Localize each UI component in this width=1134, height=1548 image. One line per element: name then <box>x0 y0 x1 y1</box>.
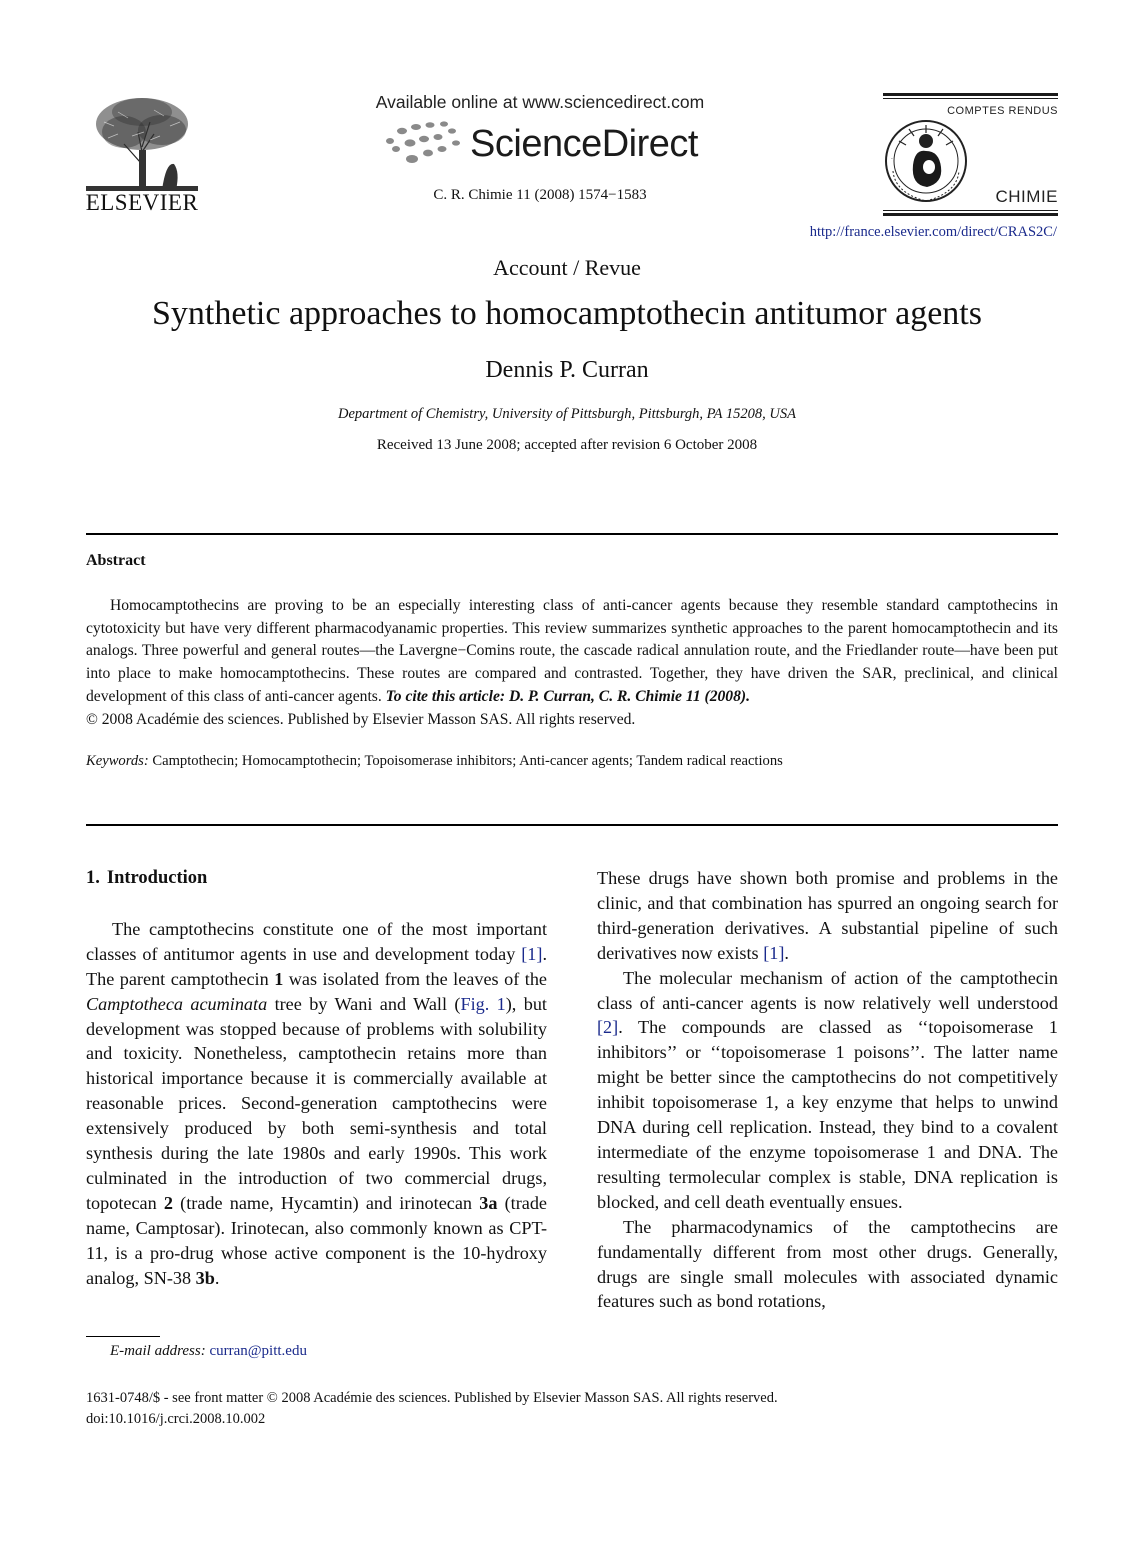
abstract-body <box>86 595 1058 709</box>
abstract-text: Homocamptothecins are proving to be an especially interesting class of anti-cancer agents because they resemble standard camptothecins in cytotoxicity but have very different pharmacodyanamic properties. This review summarizes synthetic approaches to the parent homocamptothecin and its analogs. Three powerful and general routes—the Lavergne−Comins route, the cascade radical annulation route, and the Friedlander route—have been put into place to make homocamptothecins. These routes are compared and contrasted. Together, they have driven the SAR, preclinical, and clinical development of this class of anti-cancer agents. <box>86 597 1058 705</box>
keywords-list: Camptothecin; Homocamptothecin; Topoisomerase inhibitors; Anti-cancer agents; Tandem radical reactions <box>152 753 783 770</box>
intro-paragraph-2: These drugs have shown both promise and problems in the clinic, and that combination has spurred an ongoing search for third-generation derivatives. A substantial pipeline of such derivatives now exists [1]. <box>597 868 1058 963</box>
elsevier-wordmark: ELSEVIER <box>85 190 199 215</box>
right-column <box>597 866 1058 1314</box>
journal-reference: C. R. Chimie 11 (2008) 1574−1583 <box>433 187 647 203</box>
section-heading <box>86 866 547 891</box>
page-header <box>0 0 1134 250</box>
title-block <box>0 255 1134 454</box>
comptes-rendus-logo <box>883 93 1058 217</box>
cite-note: To cite this article: D. P. Curran, C. R. Chimie 11 (2008). <box>385 687 750 705</box>
intro-paragraph-3: The molecular mechanism of action of the camptothecin class of anti-cancer agents is now relatively well understood [2]. The compounds are classed as ‘‘topoisomerase 1 inhibitors’’ or ‘‘topoisomerase 1 poisons’’. The latter name might be better since the camptothecins do not competitively inhibit topoisomerase 1, a key enzyme that helps to unwind DNA during cell replication. Instead, they bind to a covalent intermediate of the enzyme topoisomerase 1 and DNA. The resulting termolecular complex is stable, DNA replication is blocked, and cell death eventually ensues. <box>597 967 1058 1212</box>
sciencedirect-wordmark: ScienceDirect <box>470 122 698 165</box>
chimie-title: CHIMIE <box>995 187 1058 206</box>
email-link[interactable]: curran@pitt.edu <box>209 1343 307 1359</box>
page-footer <box>86 1388 778 1430</box>
ref-link-2[interactable]: [2] <box>597 1017 619 1038</box>
intro-paragraph-4: The pharmacodynamics of the camptothecins are fundamentally different from most other drugs. Generally, drugs are single small molecules with associated dynamic features such as bond rotations, <box>597 1216 1058 1312</box>
abstract-bottom-rule <box>86 824 1058 826</box>
left-column <box>86 866 547 1291</box>
elsevier-logo <box>84 92 200 216</box>
svg-text:·: · <box>957 156 959 163</box>
sciencedirect-dots-icon <box>382 119 470 169</box>
sciencedirect-block <box>330 92 750 204</box>
section-number: 1. <box>86 868 100 888</box>
author-name: Dennis P. Curran <box>485 357 649 383</box>
figure-1-link[interactable]: Fig. 1 <box>460 993 506 1014</box>
academie-seal-icon <box>883 109 969 207</box>
available-online-text: Available online at www.sciencedirect.com <box>375 92 705 112</box>
section-title: Introduction <box>106 868 208 888</box>
elsevier-tree-icon <box>84 92 200 192</box>
abstract-top-rule <box>86 533 1058 535</box>
sciencedirect-logo <box>330 119 750 169</box>
journal-url-link[interactable]: http://france.elsevier.com/direct/CRAS2C/ <box>809 224 1057 240</box>
email-label: E-mail address: <box>110 1343 206 1359</box>
article-type: Account / Revue <box>493 255 641 280</box>
comptes-rendus-title: COMPTES RENDUS <box>947 105 1058 117</box>
svg-text:·: · <box>891 156 893 163</box>
author-affiliation: Department of Chemistry, University of Pittsburgh, Pittsburgh, PA 15208, USA <box>338 406 796 422</box>
doi-line: doi:10.1016/j.crci.2008.10.002 <box>86 1411 266 1427</box>
abstract-section <box>86 552 1058 770</box>
front-matter-line: 1631-0748/$ - see front matter © 2008 Académie des sciences. Published by Elsevier Masson SAS. All rights reserved. <box>86 1390 778 1406</box>
keywords-label: Keywords: <box>86 753 149 770</box>
footnote-rule <box>86 1336 160 1337</box>
abstract-copyright: © 2008 Académie des sciences. Published by Elsevier Masson SAS. All rights reserved. <box>86 710 636 728</box>
abstract-heading: Abstract <box>86 552 146 569</box>
footnote <box>110 1343 307 1360</box>
intro-paragraph-1: The camptothecins constitute one of the most important classes of antitumor agents in use and development today [1]. The parent camptothecin 1 was isolated from the leaves of the Camptotheca acuminata tree by Wani and Wall (Fig. 1), but development was stopped because of problems with solubility and toxicity. Nonetheless, camptothecin retains more than historical importance because it is commercially available at reasonable prices. Second-generation camptothecins were extensively produced by both semi-synthesis and total synthesis during the late 1980s and early 1990s. This work culminated in the introduction of two commercial drugs, topotecan 2 (trade name, Hycamtin) and irinotecan 3a (trade name, Camptosar). Irinotecan, also commonly known as CPT-11, is a pro-drug whose active component is the 10-hydroxy analog, SN-38 3b. <box>86 918 548 1288</box>
paper-title: Synthetic approaches to homocamptothecin antitumor agents <box>152 295 982 332</box>
received-dates: Received 13 June 2008; accepted after revision 6 October 2008 <box>376 437 758 453</box>
ref-link-1[interactable]: [1] <box>521 943 543 964</box>
keywords-line <box>86 753 1058 770</box>
ref-link-1b[interactable]: [1] <box>763 942 785 963</box>
